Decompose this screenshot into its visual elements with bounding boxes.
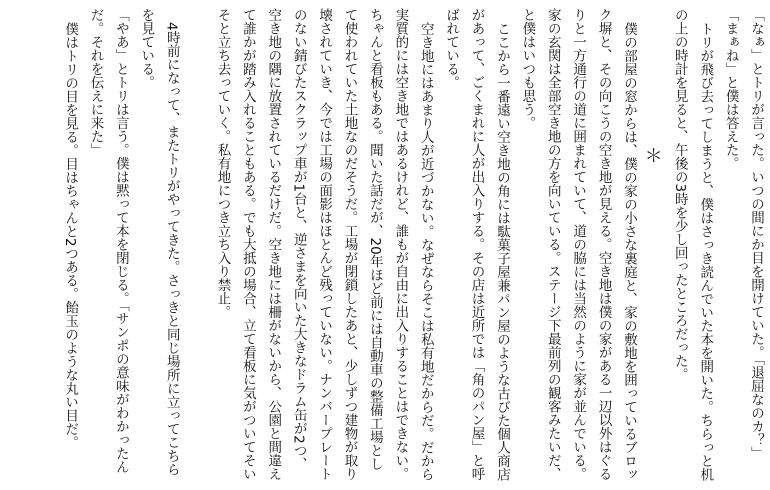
paragraph-gap	[184, 8, 209, 482]
paragraph-2: 「まぁね」と僕は答えた。	[722, 8, 739, 170]
paragraph-6: 空き地にはあまり人が近づかない。なぜならそこは私有地だからだ。だから実質的には空き地ではあるけれど、誰もが自由に出入りすることはできない。ちゃんと看板もある。聞いた話だが、20年ほど前には自動車の整備工場として使われていた土地なのだそうだ。工場が閉鎖したあと、少しずつ建物が取り壊されていき、今では工場の面影はほとんど残っていない。ナンバープレートのない錆びたスクラップ車が1台と、逆さまを向いた大きなドラム缶が2つ、空き地の隅に放置されているだけだ。空き地には柵がないから、公園と間違えて誰かが踏み入れることもある。でも大抵の場合、立て看板に気がついてそいそと立ち去っていく。私有地につき立ち入り禁止。	[214, 8, 434, 481]
paragraph-9: 僕はトリの目を見る。目はちゃんと2つある。飴玉のような丸い目だ。	[62, 21, 79, 449]
paragraph-3: トリが飛び去ってしまうと、僕はさっき読んでいた本を開いた。ちらっと机の上の時計を見ると、午後の3時を少し回ったところだった。	[671, 8, 714, 481]
paragraph-8: 「やあ」とトリは言う。僕は黙って本を閉じる。「サンポの意味がわかったんだ。それを伝えに来た」	[87, 8, 129, 474]
section-break	[641, 8, 666, 482]
paragraph-7: 4時前になって、またトリがやってきた。さっきと同じ場所に立ってこちらを見ている。	[138, 8, 180, 476]
paragraph-5: ここから一番遠い空き地の角には駄菓子屋兼パン屋のような古びた個人商店があって、ごくまれに人が出入りする。その店は近所では「角のパン屋」と呼ばれている。	[443, 8, 510, 481]
section-separator-asterisk: ＊	[644, 146, 663, 167]
vertical-text-body	[57, 8, 768, 482]
paragraph-1: 「なぁ」とトリが言った。いつの間にか目を開けていた。「退屈なのカ？」	[748, 8, 764, 461]
paragraph-4: 僕の部屋の窓からは、僕の家の小さな裏庭と、家の敷地を囲っているブロック塀と、その向こうの空き地が見える。空き地は僕の家がある一辺以外はぐるりと一方通行の道に囲まれていて、道の脇には当然のように家が並んでいる。家の玄関は全部空き地の方を向いている。ステージ下最前列の観客みたいだ、と僕はいつも思う。	[519, 8, 637, 481]
